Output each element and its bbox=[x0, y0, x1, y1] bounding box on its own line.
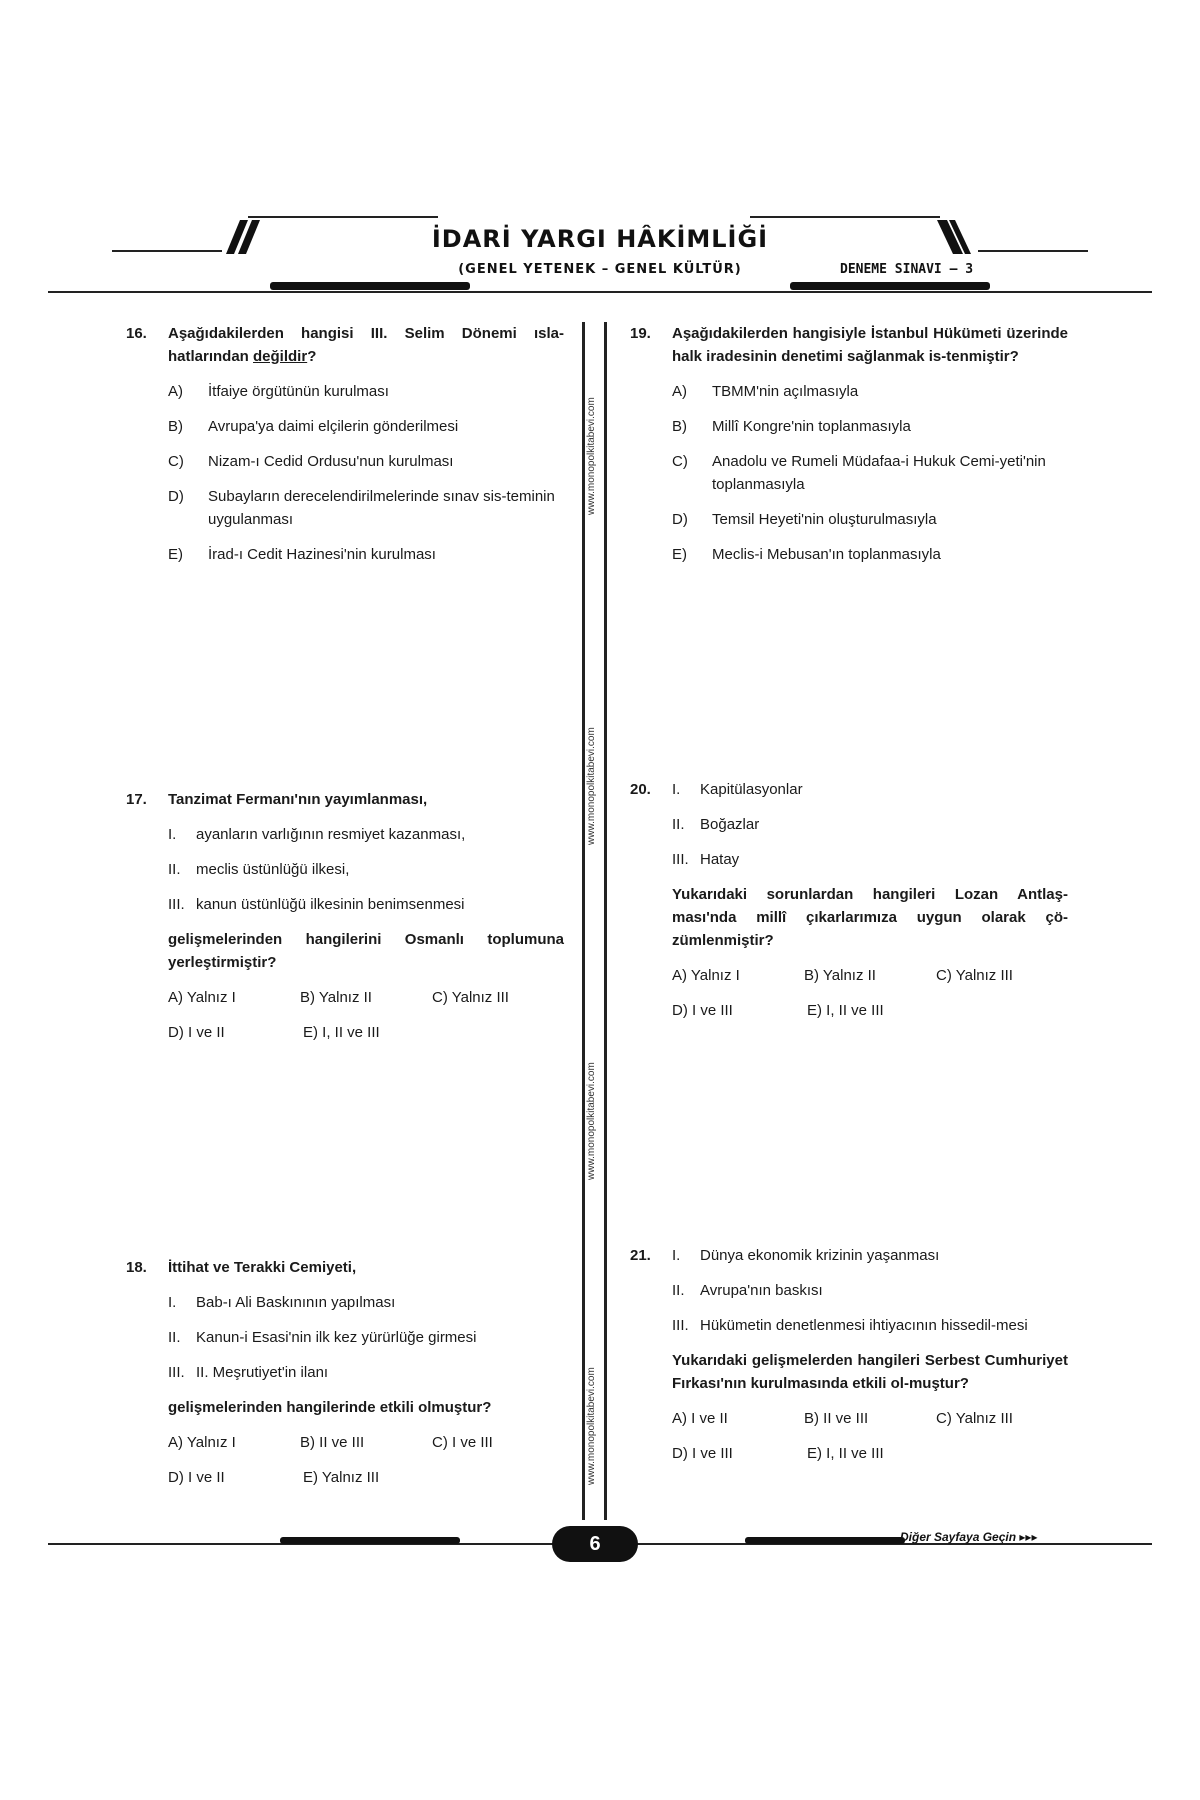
option-d[interactable]: D) Temsil Heyeti'nin oluşturulmasıyla bbox=[672, 511, 937, 528]
website-watermark-1: www.monopolkitabevi.com bbox=[586, 397, 597, 515]
answer-d[interactable]: D) I ve II bbox=[168, 1469, 225, 1486]
answer-a[interactable]: A) Yalnız I bbox=[672, 967, 740, 984]
question-ask: Yukarıdaki sorunlardan hangileri Lozan Antlaş-ması'nda millî çıkarlarımıza uygun olarak çö-zümlenmiştir? bbox=[672, 886, 1068, 949]
header-rule-top-left bbox=[248, 216, 438, 218]
option-a[interactable]: A) İtfaiye örgütünün kurulması bbox=[168, 383, 389, 400]
statement-2: II. meclis üstünlüğü ilkesi, bbox=[168, 861, 350, 878]
option-d[interactable]: D) Subayların derecelendirilmelerinde sınav sis-teminin uygulanması bbox=[168, 488, 555, 528]
question-ask: gelişmelerinden hangilerini Osmanlı toplumuna yerleştirmiştir? bbox=[168, 931, 564, 971]
answer-c[interactable]: C) Yalnız III bbox=[432, 989, 509, 1006]
answer-e[interactable]: E) Yalnız III bbox=[303, 1469, 380, 1486]
answer-c[interactable]: C) Yalnız III bbox=[936, 1410, 1013, 1427]
question-20 bbox=[630, 778, 1068, 1022]
question-stem: Aşağıdakilerden hangisiyle İstanbul Hükümeti üzerinde halk iradesinin denetimi sağlanmak is-tenmiştir? bbox=[672, 325, 1068, 365]
question-number: 18. bbox=[126, 1259, 147, 1276]
question-number: 19. bbox=[630, 325, 651, 342]
answer-b[interactable]: B) Yalnız II bbox=[804, 967, 876, 984]
question-21 bbox=[630, 1244, 1068, 1465]
answer-c[interactable]: C) I ve III bbox=[432, 1434, 493, 1451]
statement-1: I. Bab-ı Ali Baskınının yapılması bbox=[168, 1294, 396, 1311]
option-c[interactable]: C) Anadolu ve Rumeli Müdafaa-i Hukuk Cemi-yeti'nin toplanmasıyla bbox=[672, 453, 1046, 493]
answer-d[interactable]: D) I ve III bbox=[672, 1445, 733, 1462]
statement-1-text: Dünya ekonomik krizinin yaşanması bbox=[700, 1247, 940, 1264]
header-bottom-rule bbox=[48, 291, 1152, 293]
question-number: 16. bbox=[126, 325, 147, 342]
statement-3: III. II. Meşrutiyet'in ilanı bbox=[168, 1364, 329, 1381]
next-page-link[interactable]: Diğer Sayfaya Geçin ▸▸▸ bbox=[900, 1530, 1038, 1544]
statement-1-text: Kapitülasyonlar bbox=[700, 781, 803, 798]
answer-d[interactable]: D) I ve III bbox=[672, 1002, 733, 1019]
answer-e[interactable]: E) I, II ve III bbox=[807, 1002, 884, 1019]
exam-label: DENEME SINAVI – 3 bbox=[840, 262, 974, 277]
statement-3: III. kanun üstünlüğü ilkesinin benimsenmesi bbox=[168, 896, 465, 913]
option-e[interactable]: E) Meclis-i Mebusan'ın toplanmasıyla bbox=[672, 546, 941, 563]
option-c[interactable]: C) Nizam-ı Cedid Ordusu'nun kurulması bbox=[168, 453, 454, 470]
option-e[interactable]: E) İrad-ı Cedit Hazinesi'nin kurulması bbox=[168, 546, 436, 563]
question-ask: Yukarıdaki gelişmelerden hangileri Serbest Cumhuriyet Fırkası'nın kurulmasında etkili ol-muştur? bbox=[672, 1352, 1068, 1392]
question-ask: gelişmelerinden hangilerinde etkili olmuştur? bbox=[168, 1399, 492, 1416]
footer-thick-bar-right bbox=[745, 1537, 905, 1544]
question-number: 21. bbox=[630, 1247, 651, 1264]
header-subtitle: (GENEL YETENEK – GENEL KÜLTÜR) bbox=[458, 262, 742, 277]
answer-a[interactable]: A) I ve II bbox=[672, 1410, 728, 1427]
answer-e[interactable]: E) I, II ve III bbox=[303, 1024, 380, 1041]
column-divider-left bbox=[582, 322, 585, 1520]
question-stem: Tanzimat Fermanı'nın yayımlanması, bbox=[168, 791, 428, 808]
header-rule-top-right bbox=[750, 216, 940, 218]
website-watermark-2: www.monopolkitabevi.com bbox=[586, 727, 597, 845]
header-title: İDARİ YARGI HÂKİMLİĞİ bbox=[431, 225, 769, 253]
option-b[interactable]: B) Millî Kongre'nin toplanmasıyla bbox=[672, 418, 911, 435]
statement-2: II. Boğazlar bbox=[672, 816, 760, 833]
answer-a[interactable]: A) Yalnız I bbox=[168, 1434, 236, 1451]
answer-d[interactable]: D) I ve II bbox=[168, 1024, 225, 1041]
statement-3: III. Hükümetin denetlenmesi ihtiyacının hissedil-mesi bbox=[672, 1317, 1028, 1334]
question-stem: Aşağıdakilerden hangisi III. Selim Dönemi ısla-hatlarından değildir? bbox=[168, 325, 564, 365]
question-18 bbox=[126, 1256, 564, 1489]
header-thick-bar-right bbox=[790, 282, 990, 290]
footer-thick-bar-left bbox=[280, 1537, 460, 1544]
question-stem: İttihat ve Terakki Cemiyeti, bbox=[168, 1259, 357, 1276]
website-watermark-3: www.monopolkitabevi.com bbox=[586, 1062, 597, 1180]
answer-b[interactable]: B) II ve III bbox=[804, 1410, 869, 1427]
statement-2: II. Avrupa'nın baskısı bbox=[672, 1282, 823, 1299]
statement-2: II. Kanun-i Esasi'nin ilk kez yürürlüğe girmesi bbox=[168, 1329, 477, 1346]
question-number: 20. bbox=[630, 781, 651, 798]
question-16 bbox=[126, 322, 564, 566]
statement-1-roman: I. bbox=[672, 781, 681, 798]
emphasis-negative: değildir bbox=[253, 348, 308, 365]
statement-1-roman: I. bbox=[672, 1247, 681, 1264]
question-19 bbox=[630, 322, 1068, 566]
option-a[interactable]: A) TBMM'nin açılmasıyla bbox=[672, 383, 859, 400]
answer-b[interactable]: B) II ve III bbox=[300, 1434, 365, 1451]
statement-3: III. Hatay bbox=[672, 851, 740, 868]
option-b[interactable]: B) Avrupa'ya daimi elçilerin gönderilmesi bbox=[168, 418, 459, 435]
statement-1: I. ayanların varlığının resmiyet kazanması, bbox=[168, 826, 466, 843]
question-number: 17. bbox=[126, 791, 147, 808]
page-number: 6 bbox=[552, 1526, 638, 1562]
answer-c[interactable]: C) Yalnız III bbox=[936, 967, 1013, 984]
website-watermark-4: www.monopolkitabevi.com bbox=[586, 1367, 597, 1485]
column-divider-right bbox=[604, 322, 607, 1520]
answer-a[interactable]: A) Yalnız I bbox=[168, 989, 236, 1006]
answer-b[interactable]: B) Yalnız II bbox=[300, 989, 372, 1006]
header-thick-bar-left bbox=[270, 282, 470, 290]
answer-e[interactable]: E) I, II ve III bbox=[807, 1445, 884, 1462]
question-17 bbox=[126, 788, 564, 1044]
